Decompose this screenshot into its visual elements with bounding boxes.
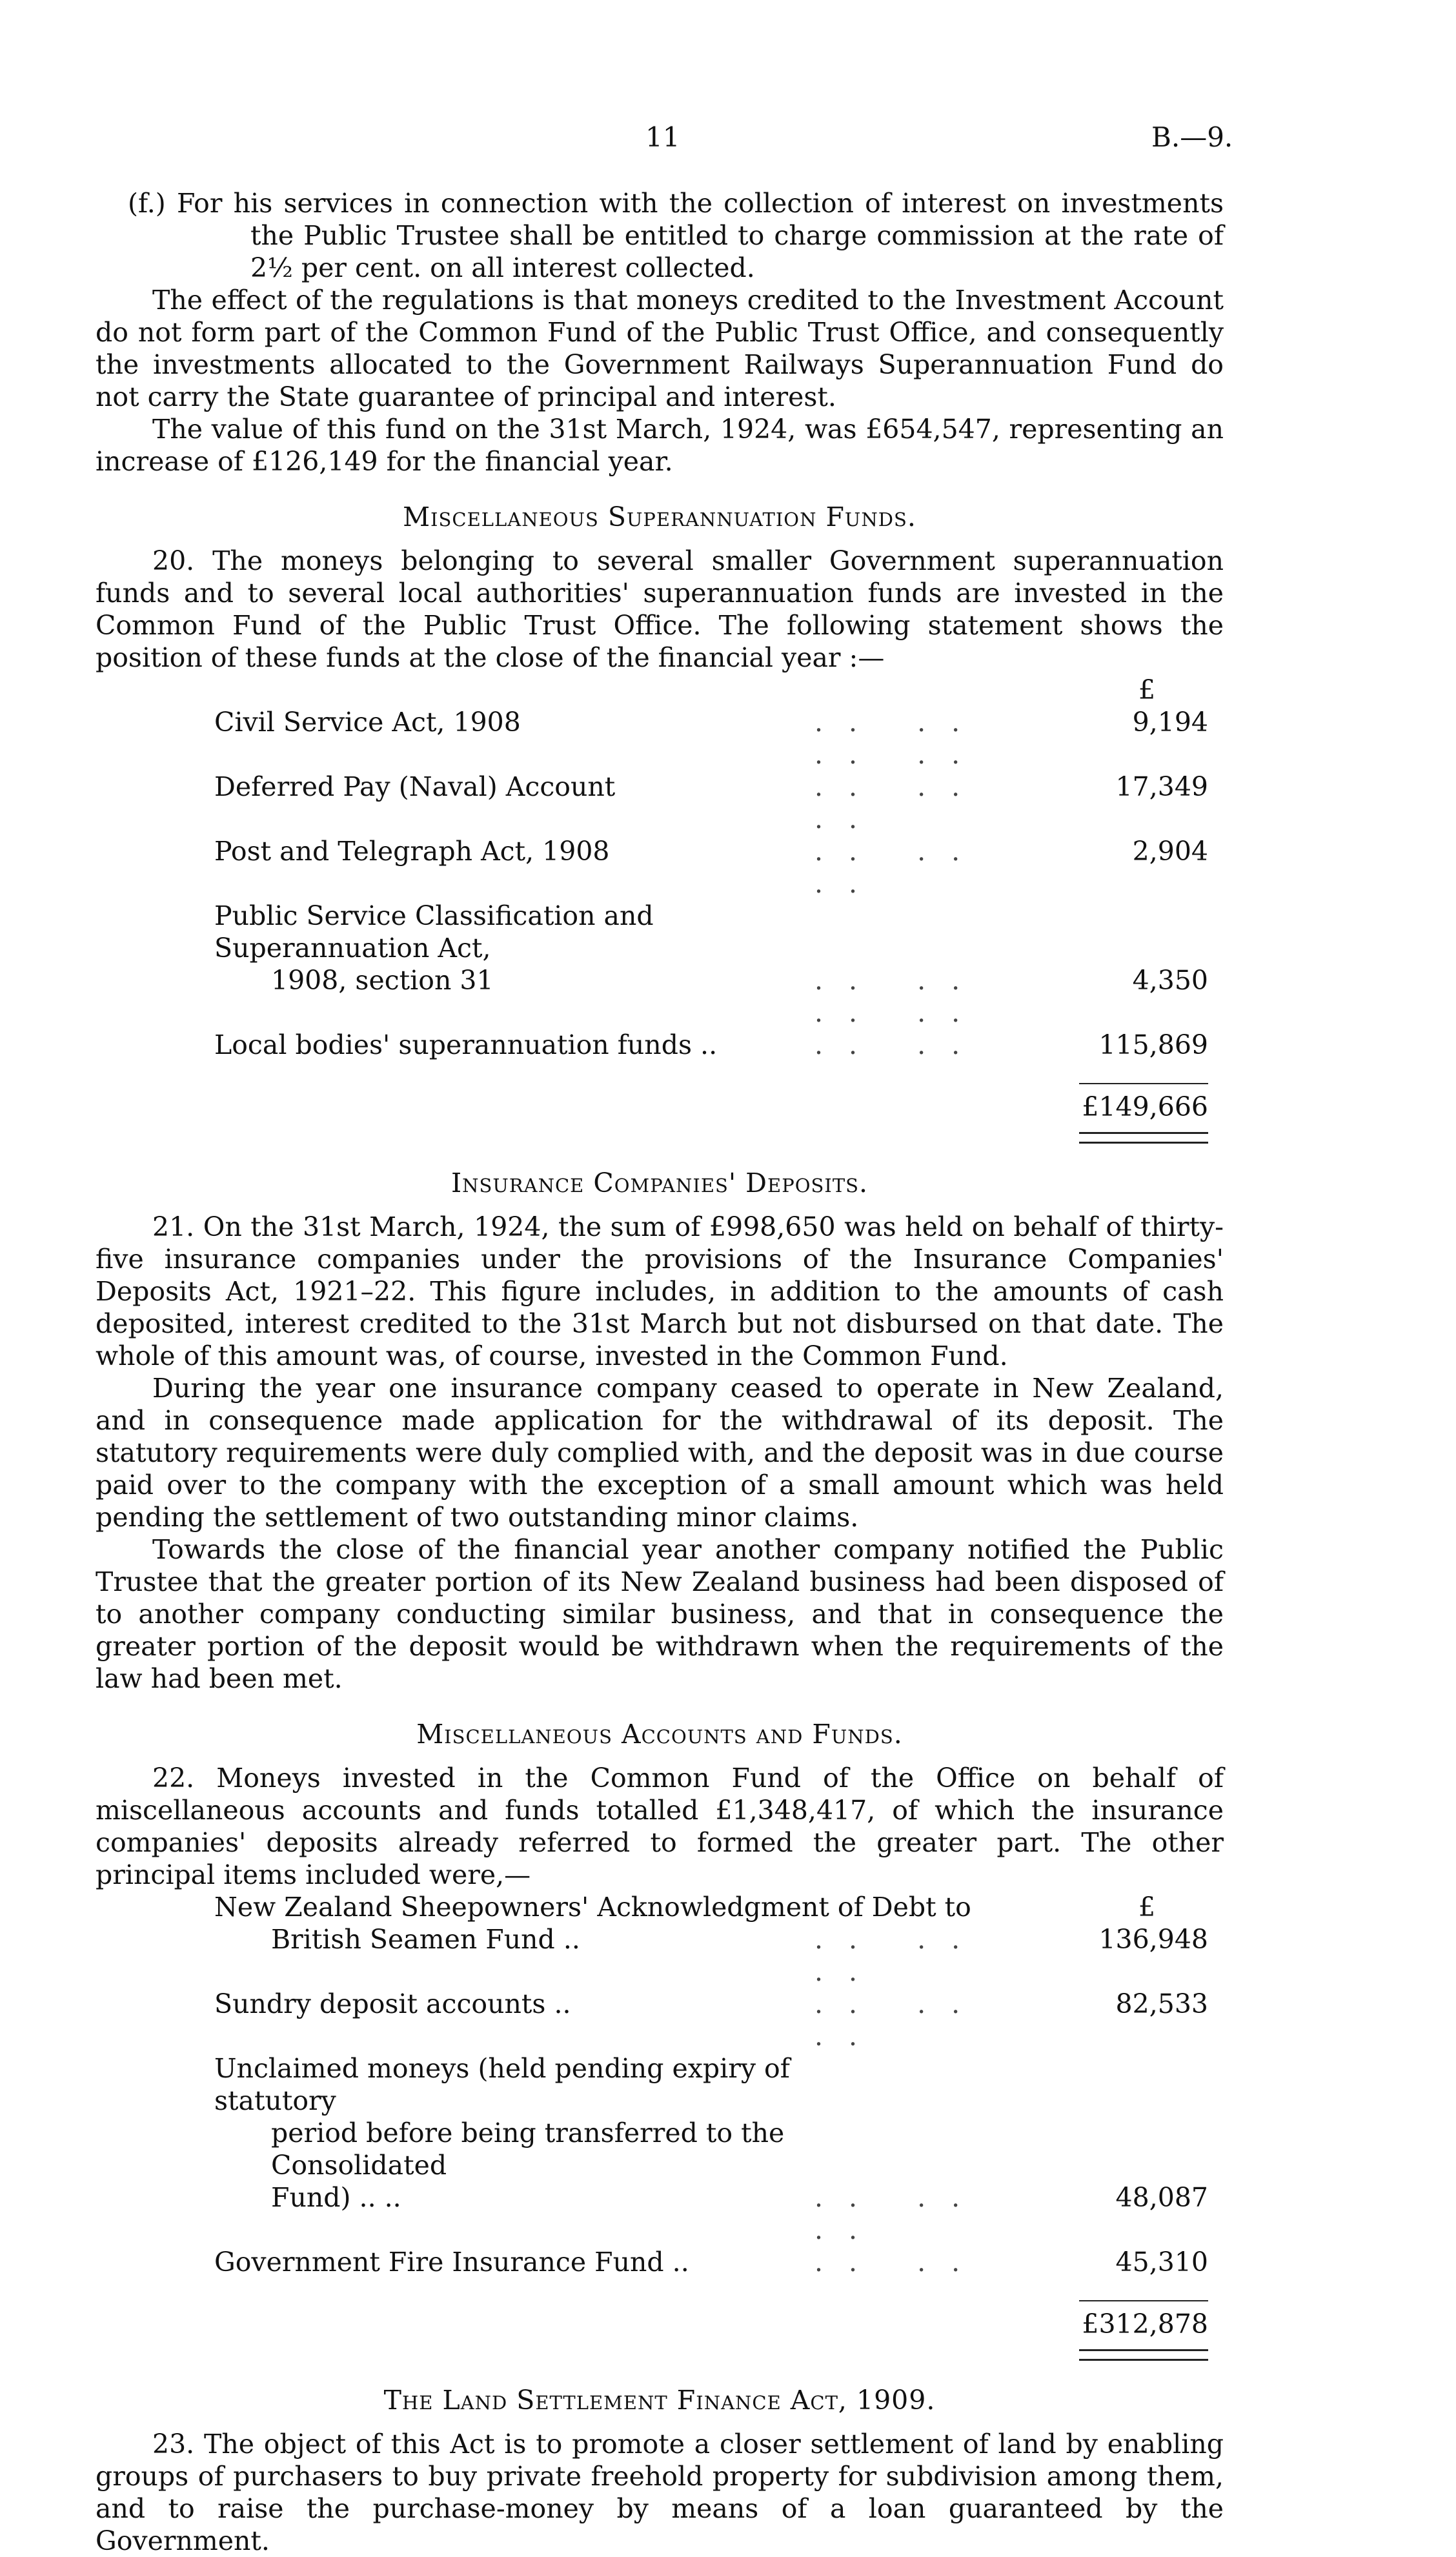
- schedule-row: Sundry deposit accounts .. .. .. .. 82,533: [214, 1988, 1208, 2052]
- paragraph-23: 23. The object of this Act is to promote a closer settlement of land by enabling groups of purchasers to buy private freehold property for subdivision among them, and to raise the purchase-money by means of a loan guaranteed by the Government.: [96, 2429, 1224, 2556]
- schedule-total: £312,878: [1079, 2300, 1208, 2340]
- paragraph-21c: Towards the close of the financial year another company notified the Public Trustee that the greater portion of its New Zealand business had been disposed of to another company conducting similar business, and that in consequence the greater portion of the deposit would be withdrawn when the requirements of the law had been met.: [96, 1534, 1224, 1694]
- schedule-row: Deferred Pay (Naval) Account .. .. .. 17,349: [214, 771, 1208, 834]
- schedule-row: Post and Telegraph Act, 1908 .. .. .. 2,904: [214, 836, 1208, 899]
- paragraph-effect: The effect of the regulations is that moneys credited to the Investment Account do not form part of the Common Fund of the Public Trust Office, and consequently the investments allocated to the Government Railways Superannuation Fund do not carry the State guarantee of principal and interest.: [96, 285, 1224, 412]
- paragraph-f: (f.) For his services in connection with the collection of interest on investments the Public Trustee shall be entitled to charge commission at the rate of 2½ per cent. on all interest collected.: [128, 188, 1224, 283]
- currency-symbol: £: [1138, 674, 1156, 705]
- schedule-total: £149,666: [1079, 1083, 1208, 1123]
- schedule-row: Public Service Classification and Superannuation Act,: [214, 900, 654, 964]
- schedule-row: Civil Service Act, 1908 .. .. .. .. 9,194: [214, 707, 1208, 770]
- paragraph-21: 21. On the 31st March, 1924, the sum of £998,650 was held on behalf of thirty-five insurance companies under the provisions of the Insurance Companies' Deposits Act, 1921–22. This figure includes, in addition to the amounts of cash deposited, interest credited to the 31st March but not disbursed on that date. The whole of this amount was, of course, invested in the Common Fund.: [96, 1211, 1224, 1371]
- currency-symbol: £: [1138, 1892, 1156, 1923]
- paragraph-20: 20. The moneys belonging to several smaller Government superannuation funds and to several local authorities' superannuation funds are invested in the Common Fund of the Public Trust Office. The following statement shows the position of these funds at the close of the financial year :—: [96, 545, 1224, 673]
- heading-misc-accounts: Miscellaneous Accounts and Funds.: [416, 1719, 903, 1750]
- heading-insurance-deposits: Insurance Companies' Deposits.: [450, 1167, 869, 1198]
- paragraph-21b: During the year one insurance company ceased to operate in New Zealand, and in consequence made application for the withdrawal of its deposit. The statutory requirements were duly complied with, and the deposit was in due course paid over to the company with the exception of a small amount which was held pending the settlement of two outstanding minor claims.: [96, 1373, 1224, 1533]
- double-rule: [214, 2340, 1208, 2361]
- superannuation-schedule: [214, 674, 1208, 1144]
- double-rule: [214, 1123, 1208, 1144]
- document-body: [96, 187, 1224, 2557]
- paragraph-value: The value of this fund on the 31st March, 1924, was £654,547, representing an increase of £126,149 for the financial year.: [96, 414, 1224, 477]
- schedule-row: British Seamen Fund .. .. .. .. 136,948: [271, 1924, 1208, 1987]
- schedule-row: New Zealand Sheepowners' Acknowledgment of Debt to £: [214, 1891, 1208, 1923]
- paragraph-22: 22. Moneys invested in the Common Fund of the Office on behalf of miscellaneous accounts and funds totalled £1,348,417, of which the insurance companies' deposits already referred to formed the greater part. The other principal items included were,—: [96, 1763, 1224, 1890]
- schedule-row: Fund) .. .. .. .. .. 48,087: [271, 2182, 1208, 2245]
- heading-land-settlement: The Land Settlement Finance Act, 1909.: [383, 2385, 936, 2416]
- schedule-row: Government Fire Insurance Fund .. .. .. 45,310: [214, 2247, 1208, 2278]
- accounts-schedule: [214, 1891, 1208, 2361]
- schedule-row: Unclaimed moneys (held pending expiry of statutory: [214, 2053, 790, 2116]
- page-reference: B.—9.: [1151, 121, 1233, 153]
- heading-misc-superannuation: Miscellaneous Superannuation Funds.: [403, 501, 916, 532]
- page-number: 11: [645, 121, 680, 153]
- schedule-row: 1908, section 31 .. .. .. .. 4,350: [271, 965, 1208, 1028]
- schedule-row: period before being transferred to the Consolidated: [271, 2117, 785, 2181]
- schedule-row: Local bodies' superannuation funds .. .. .. 115,869: [214, 1029, 1208, 1060]
